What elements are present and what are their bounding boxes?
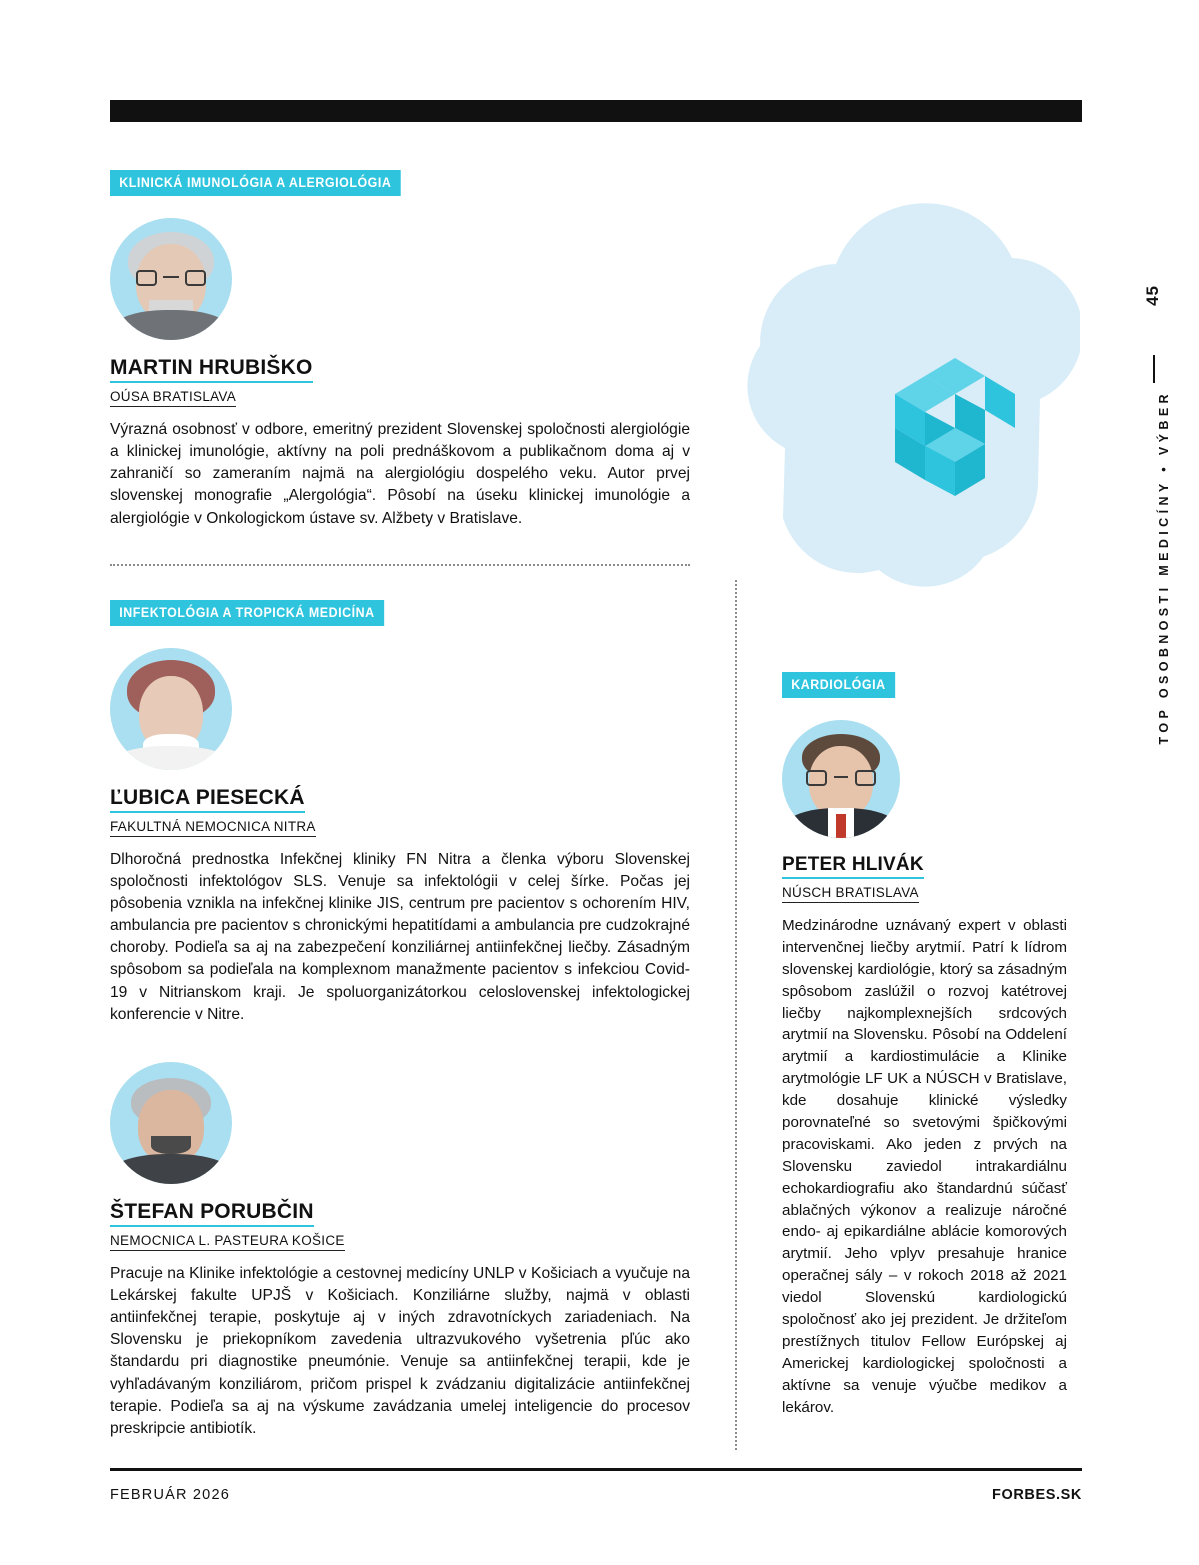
avatar: [782, 720, 900, 838]
person-organization: FAKULTNÁ NEMOCNICA NITRA: [110, 819, 316, 837]
page-number-rail: [1133, 285, 1173, 311]
top-black-bar: [110, 100, 1082, 122]
person-name: ĽUBICA PIESECKÁ: [110, 786, 305, 813]
avatar: [110, 218, 232, 340]
section-clinical-immunology: [110, 170, 690, 566]
category-tag: KLINICKÁ IMUNOLÓGIA A ALERGIOLÓGIA: [110, 170, 401, 196]
person-organization: NEMOCNICA L. PASTEURA KOŠICE: [110, 1233, 345, 1251]
person-bio: Dlhoročná prednostka Infekčnej kliniky FN Nitra a členka výboru Slovenskej spoločnosti infektológov SLS. Venuje sa infektológii v celej šírke. Počas jej pôsobenia vznikla na infekčnej klinike JIS, centrum pre pacientov s ochorením HIV, ambulancia pre pacientov s chronickými hepatitídami a ambulancia pre cudzokrajné choroby. Podieľa sa aj na zabezpečení konziliárnej antiinfekčnej liečby. Zásadným spôsobom sa podieľala na komplexnom manažmente pacientov s infekciou Covid-19 v Nitrianskom kraji. Je spoluorganizátorkou celoslovenskej infektologickej konferencie v Nitre.: [110, 850, 690, 1023]
person-name: MARTIN HRUBIŠKO: [110, 356, 313, 383]
avatar: [110, 1062, 232, 1184]
page-number: 45: [1143, 285, 1162, 306]
column-divider: [735, 580, 737, 1450]
category-tag: INFEKTOLÓGIA A TROPICKÁ MEDICÍNA: [110, 600, 384, 626]
rail-section-title: TOP OSOBNOSTI MEDICÍNY • VÝBER: [1157, 390, 1171, 745]
person-organization: OÚSA BRATISLAVA: [110, 389, 236, 407]
section-infectology: [110, 600, 690, 1440]
person-bio: Výrazná osobnosť v odbore, emeritný prezident Slovenskej spoločnosti alergiológie a klinickej imunológie, aktívny na poli prednáškovom a publikačnom doma aj v zahraničí so zameraním najmä na alergiológiu dospelého veku. Autor prvej slovenskej monografie „Alergológia“. Pôsobí na úseku klinickej imunológie a alergiológie v Onkologickom ústave sv. Alžbety v Bratislave.: [110, 421, 690, 527]
person-organization: NÚSCH BRATISLAVA: [782, 885, 919, 903]
rail-divider: [1153, 355, 1155, 383]
category-tag: KARDIOLÓGIA: [782, 672, 895, 698]
left-column: [110, 170, 690, 1456]
person-bio: Pracuje na Klinike infektológie a cestovnej medicíny UNLP v Košiciach a vyučuje na Lekárskej fakulte UPJŠ v Košiciach. Konziliárne služby, najmä v oblasti antiinfekčnej terapie, poskytuje aj v iných zdravotníckych zariadeniach. Na Slovensku je priekopníkom zavedenia ultrazvukového vyšetrenia pľúc ako štandardu pri diagnostike pneumónie. Venuje sa antiinfekčnej terapii, kde je vyhľadávaným konziliárom, pričom prispel k zvádzaniu digitalizácie antiinfekčnej terapie. Podieľa sa aj na výskume zavádzania umelej inteligencie do procesov preskripcie antibiotík.: [110, 1264, 690, 1437]
cloud-with-medical-cross-icon: [690, 180, 1080, 590]
person-bio: Medzinárodne uznávaný expert v oblasti intervenčnej liečby arytmií. Patrí k lídrom slovenskej kardiológie, ktorý sa zásadným spôsobom zaslúžil o rozvoj katétrovej liečby najkomplexnejších srdcových arytmií na Slovensku. Pôsobí na Oddelení arytmií a kardiostimulácie a Klinike arytmológie LF UK a NÚSCH v Bratislave, kde dosahuje klinické výsledky porovnateľné so svetovými špičkovými pracoviskami. Ako jeden z prvých na Slovensku zaviedol intrakardiálnu echokardiografiu ako štandardnú súčasť ablačných výkonov a realizuje náročné endo- aj epikardiálne ablácie komorových arytmií. Jeho vplyv presahuje hranice operačnej sály – v rokoch 2018 až 2021 viedol Slovenskú kardiologickú spoločnosť ako jej prezident. Je držiteľom prestížnych titulov Fellow Európskej aj Americkej kardiologickej spoločnosti a aktívne sa venuje výučbe medikov a lekárov.: [782, 917, 1067, 1416]
person-name: ŠTEFAN PORUBČIN: [110, 1200, 314, 1227]
footer-rule: [110, 1468, 1082, 1471]
section-separator: [110, 564, 690, 566]
avatar: [110, 648, 232, 770]
footer-brand: FORBES.SK: [992, 1487, 1082, 1503]
footer-issue-date: FEBRUÁR 2026: [110, 1487, 230, 1503]
person-name: PETER HLIVÁK: [782, 854, 924, 879]
right-column: [782, 672, 1067, 1434]
